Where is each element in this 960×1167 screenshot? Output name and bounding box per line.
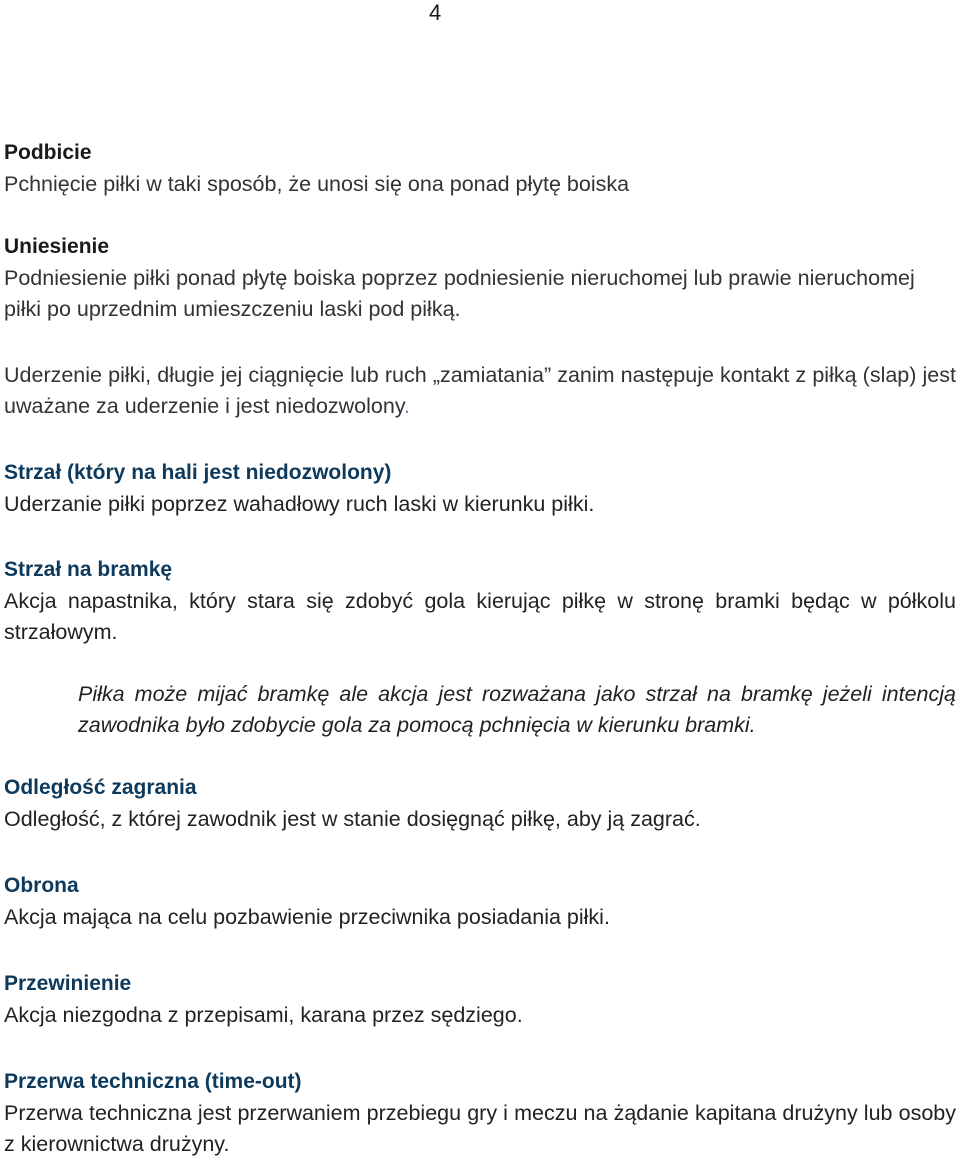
definition-strzal: Uderzanie piłki poprzez wahadłowy ruch laski w kierunku piłki.	[4, 492, 595, 516]
definition-strzal-na-bramke: Akcja napastnika, który stara się zdobyć gola kierując piłkę w stronę bramki będąc w półkolu strzałowym.	[4, 589, 956, 644]
entry-odleglosc-zagrania	[4, 772, 956, 835]
entry-podbicie	[4, 137, 956, 200]
definition-przewinienie: Akcja niezgodna z przepisami, karana przez sędziego.	[4, 1003, 523, 1027]
entry-przerwa-techniczna	[4, 1066, 956, 1160]
term-odleglosc-zagrania: Odległość zagrania	[4, 776, 197, 799]
document-body	[4, 137, 956, 1160]
definition-uniesienie: Podniesienie piłki ponad płytę boiska poprzez podniesienie nieruchomej lub prawie nieruchomej piłki po uprzednim umieszczeniu laski pod piłką.	[4, 266, 915, 321]
entry-strzal-na-bramke	[4, 554, 956, 741]
entry-uderzenie	[4, 360, 956, 422]
term-strzal-na-bramke: Strzał na bramkę	[4, 558, 173, 581]
page-number: 4	[429, 0, 442, 25]
term-podbicie: Podbicie	[4, 141, 92, 164]
trailing-dot: .	[404, 394, 410, 418]
entry-uniesienie	[4, 231, 956, 325]
definition-przerwa-techniczna: Przerwa techniczna jest przerwaniem przebiegu gry i meczu na żądanie kapitana drużyny lub osoby z kierownictwa drużyny.	[4, 1101, 956, 1156]
entry-obrona	[4, 870, 956, 933]
term-obrona: Obrona	[4, 874, 79, 897]
entry-strzal	[4, 457, 956, 520]
term-strzal: Strzał (który na hali jest niedozwolony)	[4, 461, 392, 484]
definition-odleglosc-zagrania: Odległość, z której zawodnik jest w stanie dosięgnąć piłkę, aby ją zagrać.	[4, 807, 701, 831]
definition-uderzenie	[4, 360, 956, 422]
definition-obrona: Akcja mająca na celu pozbawienie przeciwnika posiadania piłki.	[4, 905, 610, 929]
term-przewinienie: Przewinienie	[4, 972, 132, 995]
term-uniesienie: Uniesienie	[4, 235, 110, 258]
definition-uderzenie-text: Uderzenie piłki, długie jej ciągnięcie lub ruch „zamiatania” zanim następuje kontakt z piłką (slap) jest uważane za uderzenie i jest niedozwolony	[4, 363, 956, 418]
definition-podbicie: Pchnięcie piłki w taki sposób, że unosi się ona ponad płytę boiska	[4, 172, 630, 196]
term-przerwa-techniczna: Przerwa techniczna (time-out)	[4, 1070, 302, 1093]
entry-przewinienie	[4, 968, 956, 1031]
note-strzal-na-bramke: Piłka może mijać bramkę ale akcja jest rozważana jako strzał na bramkę jeżeli intencją zawodnika było zdobycie gola za pomocą pchnięcia w kierunku bramki.	[78, 682, 956, 737]
